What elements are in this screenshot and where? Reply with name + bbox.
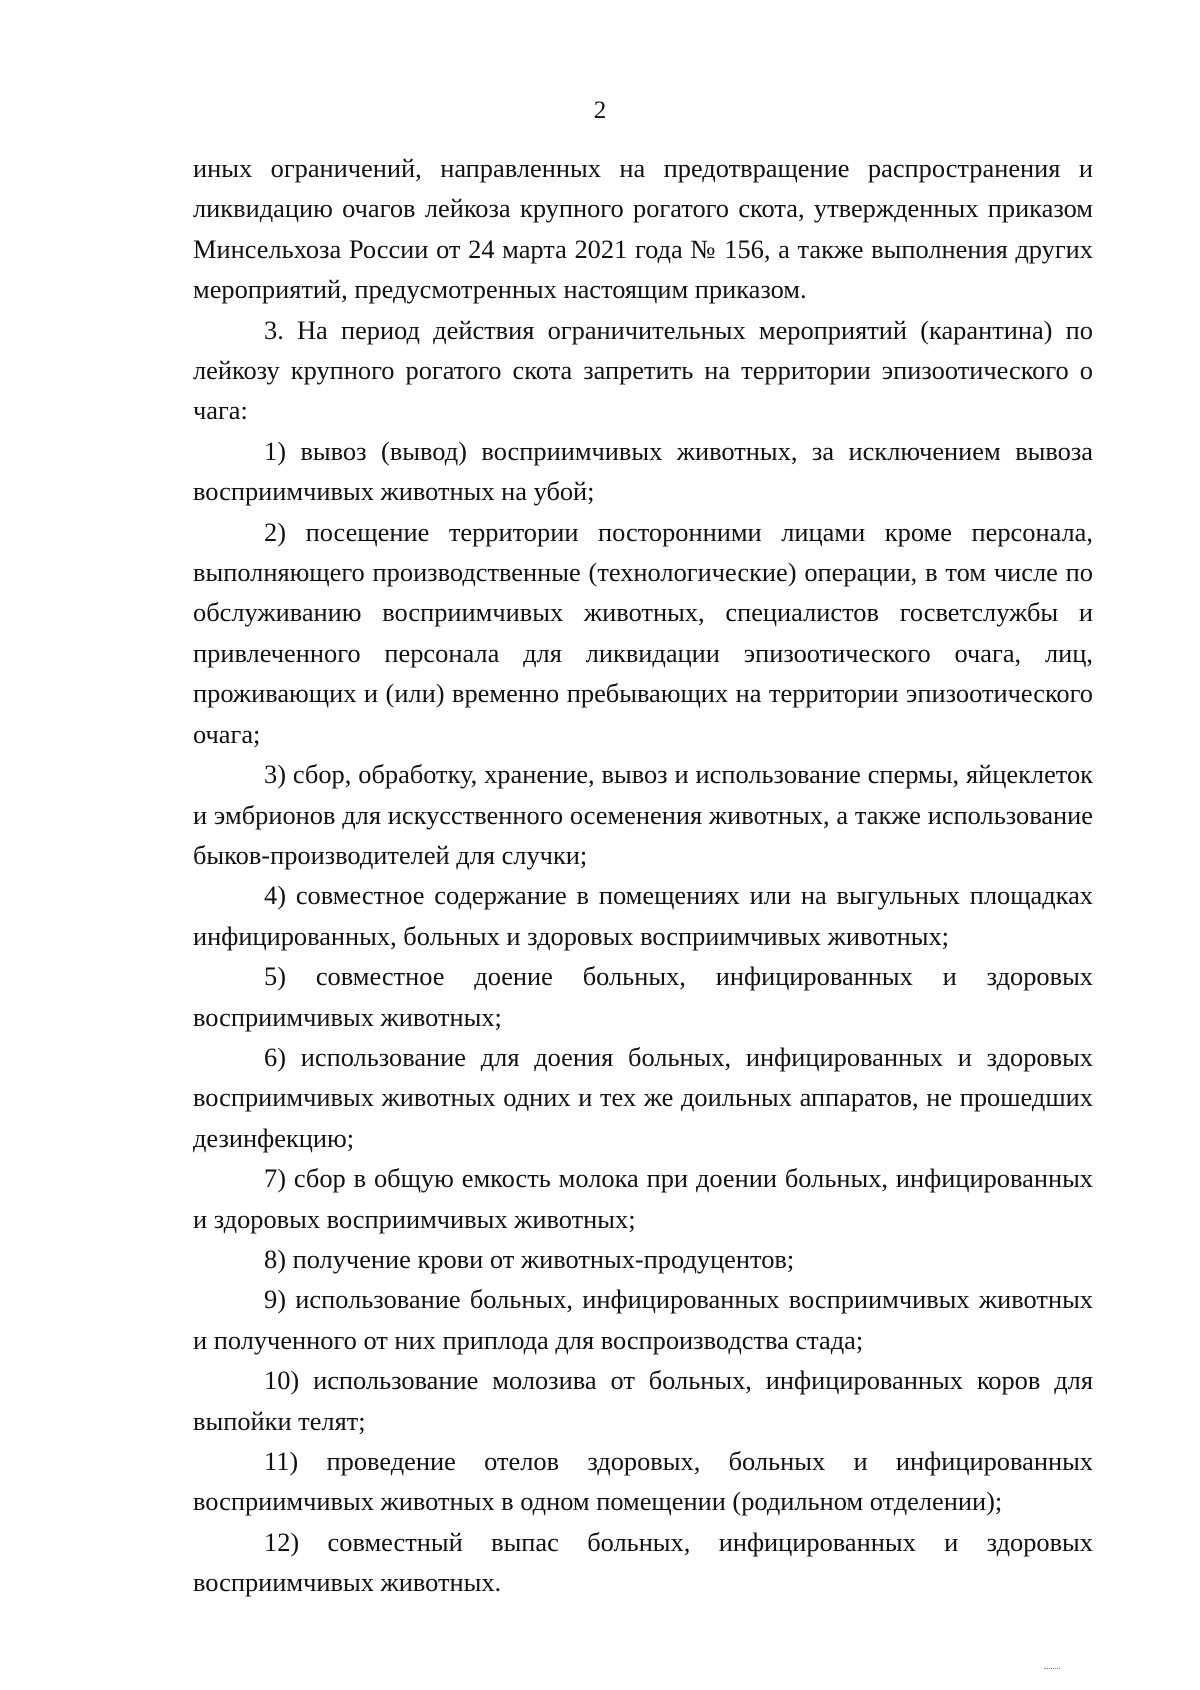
list-item-2: 2) посещение территории посторонними лицами кроме персонала, выполняющего производственные (технологические) операции, в том числе по обслуживанию восприимчивых животных, специалистов госветслужбы и привлеченного персонала для ликвидации эпизоотического очага, лиц, проживающих и (или) временно пребывающих на территории эпизоотического очага; [193,516,1093,749]
list-item-12: 12) совместный выпас больных, инфицированных и здоровых восприимчивых животных. [193,1526,1093,1598]
list-item-6: 6) использование для доения больных, инфицированных и здоровых восприимчивых животных одних и тех же доильных аппаратов, не прошедших дезинфекцию; [193,1041,1093,1153]
document-body [193,148,1093,1603]
list-item-4: 4) совместное содержание в помещениях или на выгульных площадках инфицированных, больных и здоровых восприимчивых животных; [193,880,1093,951]
list-item-1: 1) вывоз (вывод) восприимчивых животных, за исключением вывоза восприимчивых животных на убой; [193,435,1093,507]
list-item-11: 11) проведение отелов здоровых, больных и инфицированных восприимчивых животных в одном помещении (родильном отделении); [193,1446,1093,1517]
list-item-5: 5) совместное доение больных, инфицированных и здоровых восприимчивых животных; [193,961,1093,1032]
list-item-8: 8) получение крови от животных-продуцентов; [264,1243,795,1274]
scan-mark [1044,1668,1060,1671]
list-item-7: 7) сбор в общую емкость молока при доении больных, инфицированных и здоровых восприимчивых животных; [193,1163,1093,1234]
page-number: 2 [593,97,607,124]
paragraph-item-3: 3. На период действия ограничительных мероприятий (карантина) по лейкозу крупного рогатого скота запретить на территории эпизоотического о чага: [193,314,1093,426]
paragraph-continuation: иных ограничений, направленных на предотвращение распространения и ликвидацию очагов лейкоза крупного рогатого скота, утвержденных приказом Минсельхоза России от 24 марта 2021 года № 156, а также выполнения других мероприятий, предусмотренных настоящим приказом. [193,153,1093,305]
list-item-3: 3) сбор, обработку, хранение, вывоз и использование спермы, яйцеклеток и эмбрионов для искусственного осеменения животных, а также использование быков-производителей для случки; [193,759,1093,870]
list-item-9: 9) использование больных, инфицированных восприимчивых животных и полученного от них приплода для воспроизводства стада; [193,1284,1093,1355]
list-item-10: 10) использование молозива от больных, инфицированных коров для выпойки телят; [193,1365,1093,1436]
